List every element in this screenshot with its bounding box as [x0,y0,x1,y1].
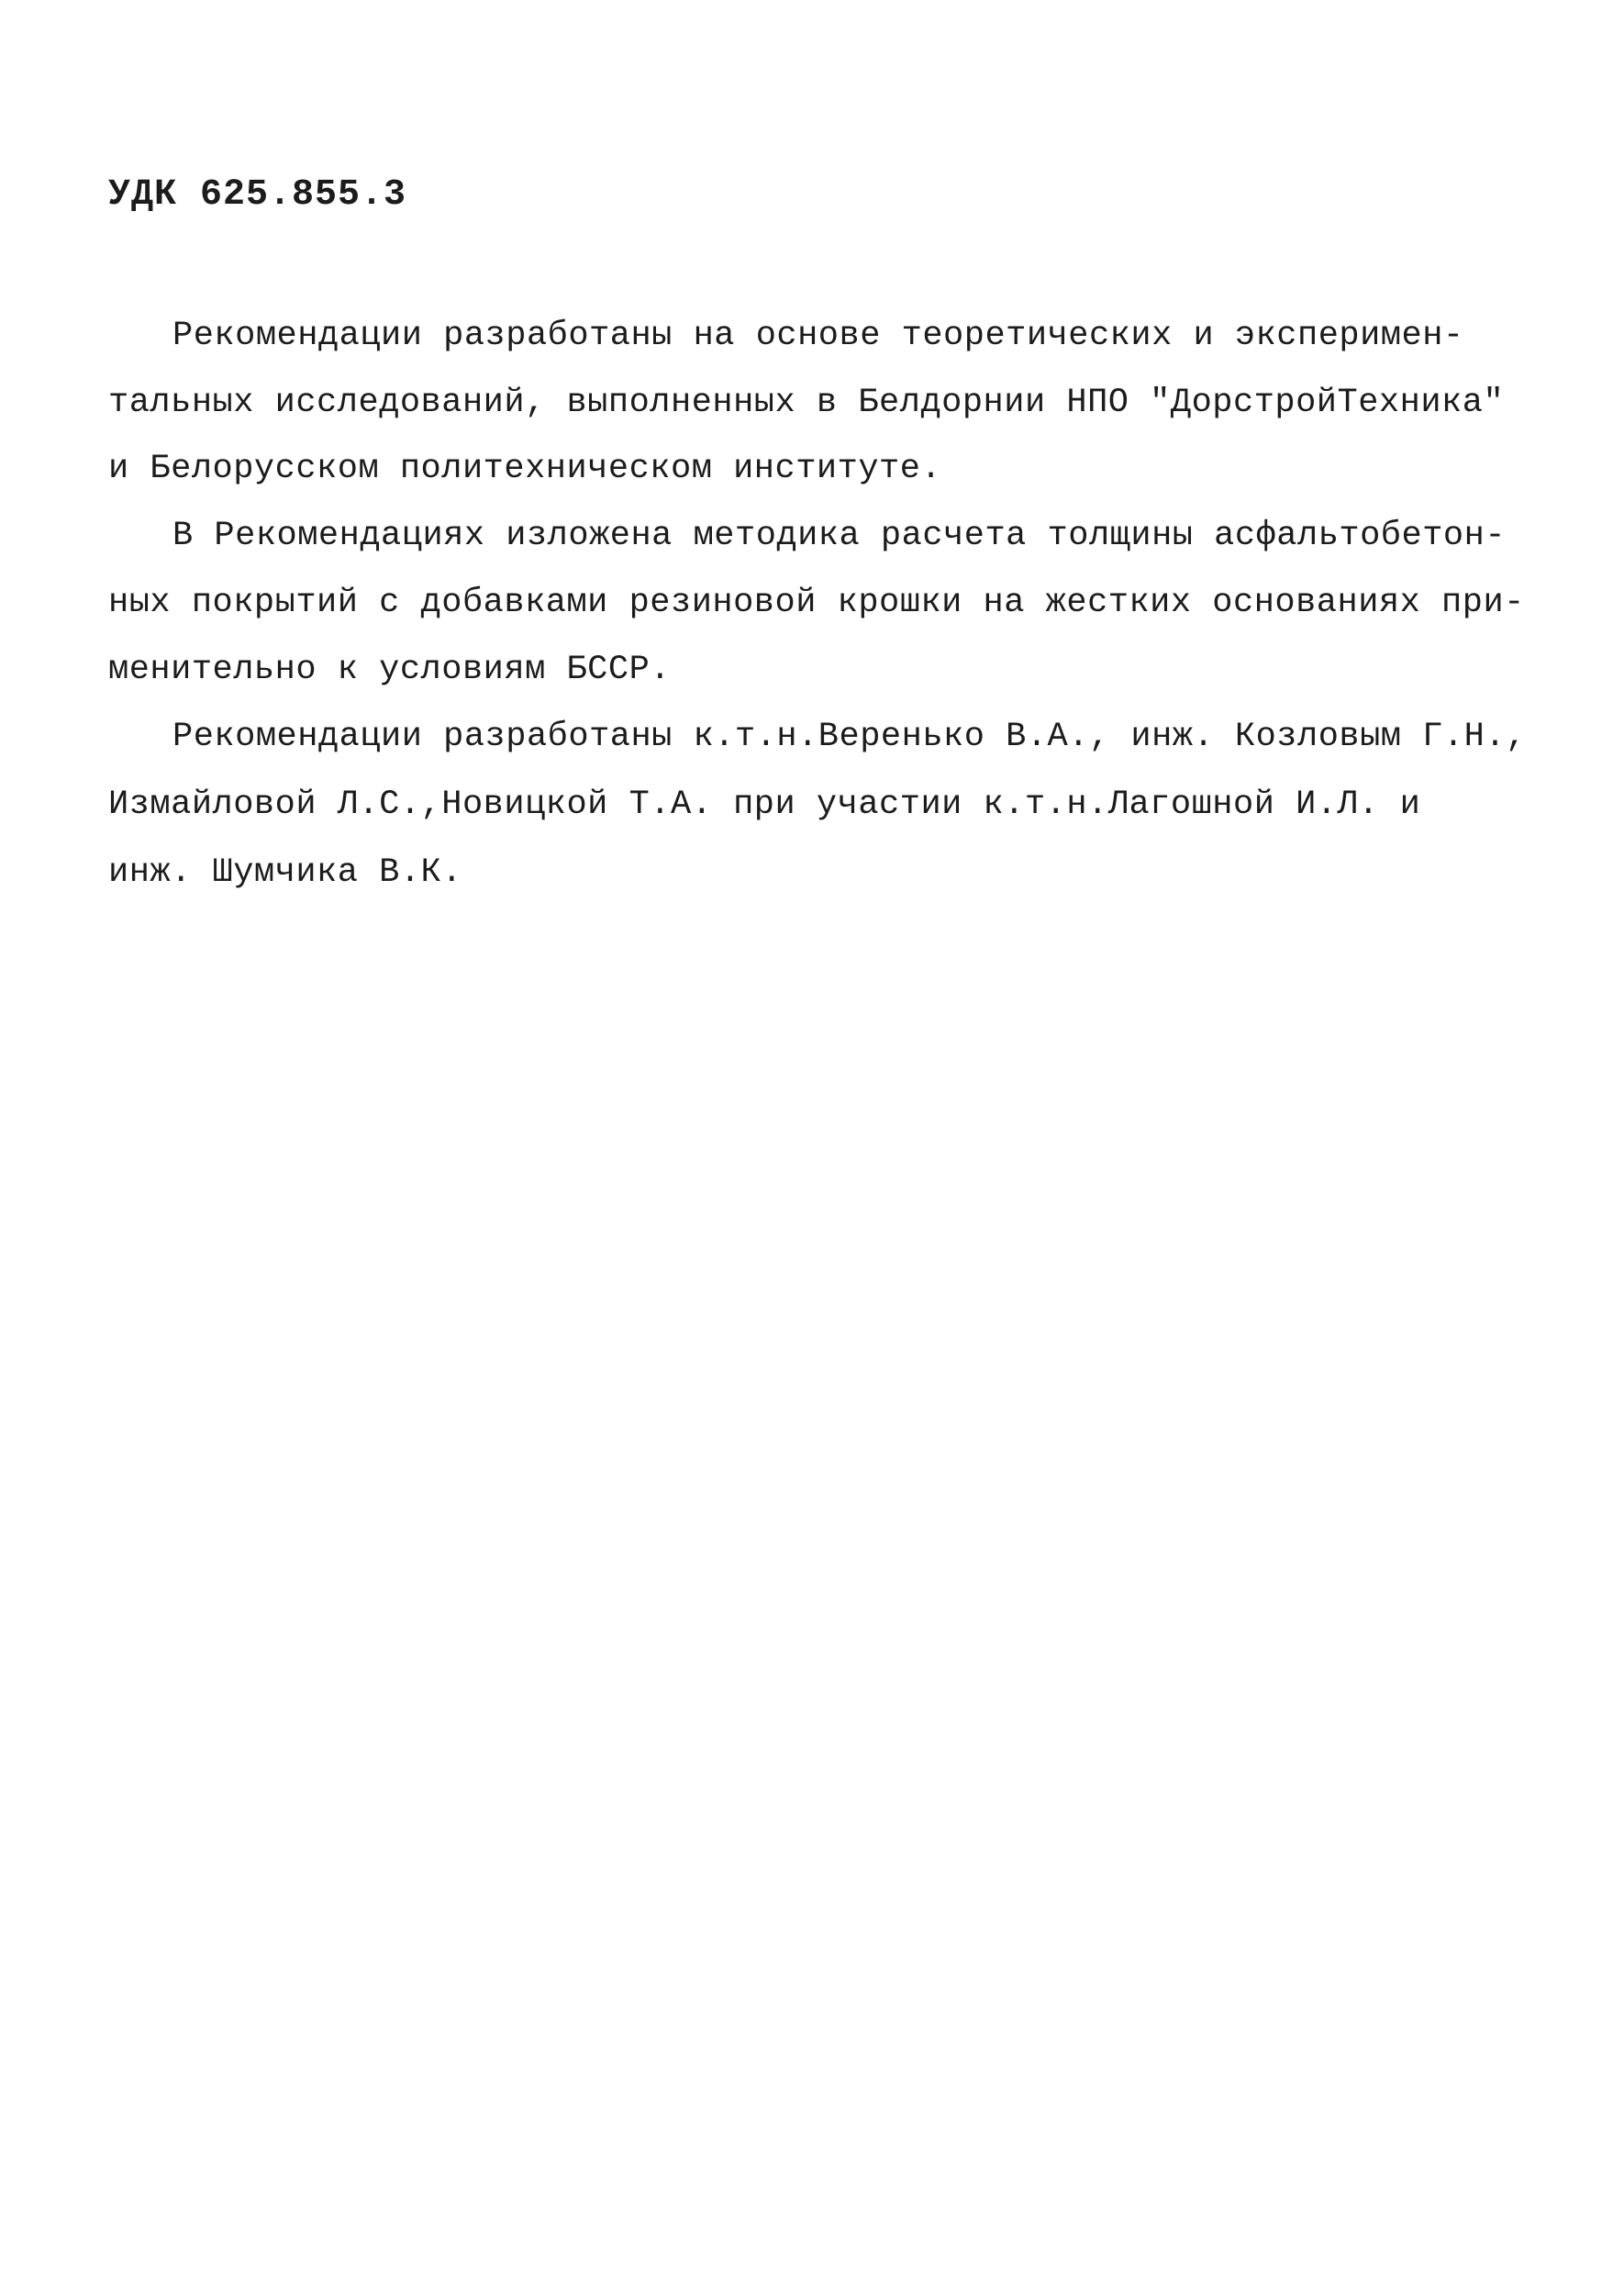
paragraph-3-line-2: Измайловой Л.С.,Новицкой Т.А. при участии к.т.н.Лагошной И.Л. и [108,785,1421,824]
paragraph-1-line-2: тальных исследований, выполненных в Белдорнии НПО "ДорстройТехника" [108,384,1505,422]
paragraph-3-line-3: инж. Шумчика В.К. [108,853,462,892]
paragraph-2-line-3: менительно к условиям БССР. [108,651,671,689]
paragraph-1-line-3: и Белорусском политехническом институте. [108,450,942,488]
paragraph-3-line-1: Рекомендации разработаны к.т.н.Веренько В.А., инж. Козловым Г.Н., [172,718,1527,756]
udk-code: УДК 625.855.3 [108,174,407,216]
paragraph-2-line-2: ных покрытий с добавками резиновой крошки на жестких основаниях при- [108,584,1525,622]
paragraph-2-line-1: В Рекомендациях изложена методика расчета толщины асфальтобетон- [172,517,1507,555]
paragraph-1-line-1: Рекомендации разработаны на основе теоретических и эксперимен- [172,317,1464,355]
